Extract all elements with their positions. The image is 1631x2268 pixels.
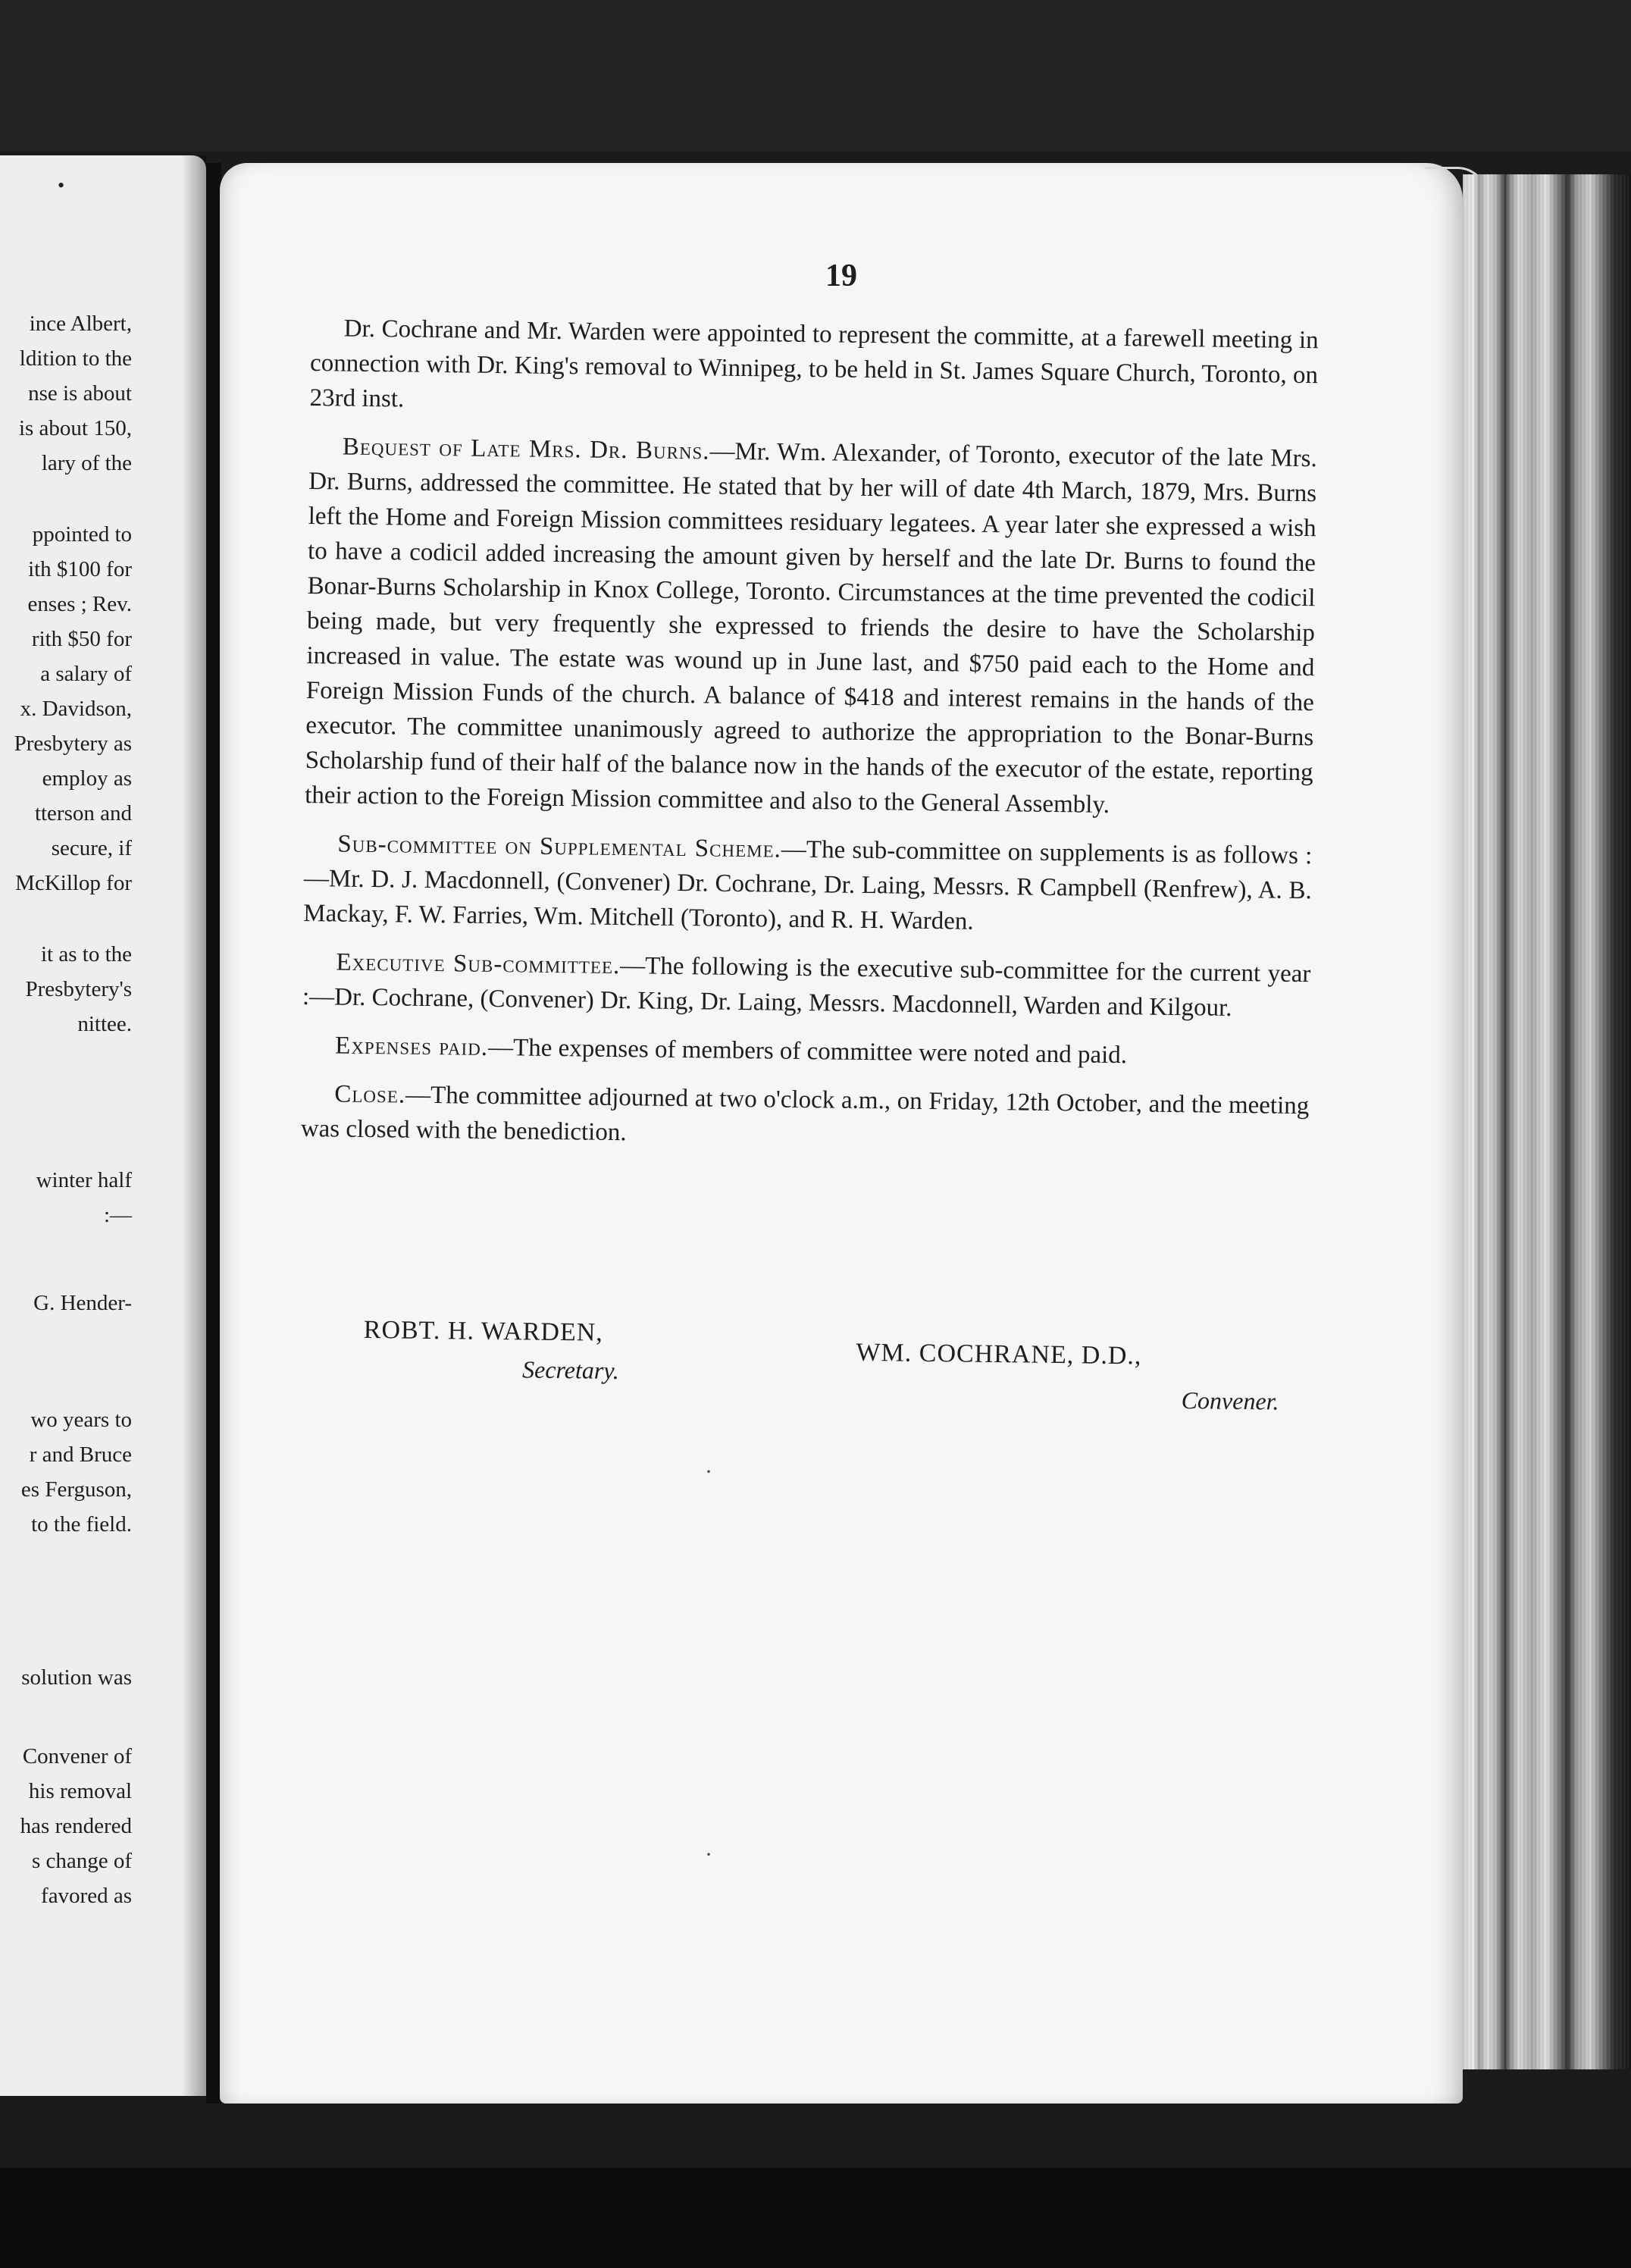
left-page-line: r and Bruce: [29, 1443, 132, 1467]
paragraph-heading: Bequest of Late Mrs. Dr. Burns.: [342, 433, 710, 465]
paragraph-farewell-meeting: [309, 311, 1319, 428]
left-page-line: ince Albert,: [29, 312, 132, 336]
left-page-line: it as to the: [40, 942, 132, 966]
left-page-line: his removal: [28, 1779, 132, 1803]
left-page-line: favored as: [41, 1884, 132, 1908]
ink-speck: ·: [705, 1842, 712, 1867]
left-page-line: x. Davidson,: [20, 697, 132, 721]
left-page-line: McKillop for: [15, 871, 132, 895]
left-page-line: rith $50 for: [31, 627, 132, 651]
left-page-line: is about 150,: [18, 416, 132, 440]
left-page-line: Presbytery as: [14, 731, 132, 756]
left-page-line: lary of the: [41, 451, 132, 475]
paragraph-supplemental-scheme: [303, 826, 1313, 943]
paragraph-body: —The expenses of members of committee were noted and paid.: [487, 1033, 1128, 1070]
left-page-line: :—: [103, 1203, 132, 1227]
left-page-line: ldition to the: [19, 346, 132, 371]
left-page-line: Presbytery's: [25, 977, 132, 1001]
paragraph-bequest: [305, 429, 1317, 825]
left-facing-page: [0, 155, 206, 2096]
paragraph-close: [301, 1076, 1310, 1158]
book-spine: [206, 163, 221, 2104]
left-page-line: ith $100 for: [28, 557, 132, 581]
left-page-line: solution was: [21, 1665, 132, 1690]
paragraph-body: —The sub-committee on supplements is as follows :—Mr. D. J. Macdonnell, (Convener) Dr. Cochrane, Dr. Laing, Messrs. R Campbell (Renfrew), A. B. Mackay, F. W. Farries, Wm. Mitchell (Toronto), and R. H. Warden.: [303, 835, 1313, 935]
left-page-line: winter half: [36, 1168, 132, 1192]
page-stack-texture: [1463, 174, 1631, 2069]
left-page-line: to the field.: [31, 1512, 132, 1537]
paragraph-heading: Close.: [334, 1080, 406, 1109]
paragraph-body: —The following is the executive sub-committee for the current year :—Dr. Cochrane, (Convener) Dr. King, Dr. Laing, Messrs. Macdonnell, Warden and Kilgour.: [302, 952, 1311, 1022]
secretary-title: Secretary.: [521, 1355, 620, 1384]
left-page-line: s change of: [31, 1849, 132, 1873]
ink-speck: ·: [705, 1459, 712, 1484]
paragraph-body: Dr. Cochrane and Mr. Warden were appointed to represent the committe, at a farewell meeting in connection with Dr. King's removal to Winnipeg, to be held in St. James Square Church, Toronto, on 23rd inst.: [309, 315, 1319, 413]
left-page-line: has rendered: [20, 1814, 132, 1838]
paragraph-body: —The committee adjourned at two o'clock a.m., on Friday, 12th October, and the meeting was closed with the benediction.: [300, 1081, 1310, 1147]
paragraph-heading: Sub-committee on Supplemental Scheme.: [337, 830, 782, 863]
paragraph-heading: Expenses paid.: [334, 1032, 489, 1061]
paragraph-heading: Executive Sub-committee.: [336, 948, 621, 980]
left-page-line: tterson and: [34, 801, 132, 825]
left-page-line: employ as: [42, 766, 132, 791]
left-page-line: es Ferguson,: [20, 1477, 132, 1502]
signature-block: [309, 1315, 1326, 1433]
scan-background-top: [0, 0, 1631, 152]
left-page-line: a salary of: [40, 662, 132, 686]
paragraph-expenses-paid: [302, 1028, 1310, 1075]
secretary-name: ROBT. H. WARDEN,: [363, 1315, 604, 1347]
bullet-mark: •: [58, 174, 65, 196]
left-page-line: nse is about: [28, 381, 132, 406]
left-page-line: secure, if: [51, 836, 132, 860]
page-body: [300, 311, 1319, 1172]
left-page-line: nittee.: [77, 1012, 132, 1036]
left-page-line: Convener of: [22, 1744, 132, 1768]
page-number: 19: [825, 258, 857, 293]
left-page-line: G. Hender-: [33, 1291, 132, 1315]
paragraph-executive-sub-committee: [302, 944, 1311, 1026]
left-page-gutter-shadow: [182, 155, 206, 2096]
left-page-line: wo years to: [30, 1408, 132, 1432]
left-page-line: enses ; Rev.: [27, 592, 132, 616]
convener-name: WM. COCHRANE, D.D.,: [856, 1338, 1142, 1371]
left-page-line: ppointed to: [32, 522, 132, 547]
convener-title: Convener.: [1181, 1386, 1279, 1415]
paragraph-body: —Mr. Wm. Alexander, of Toronto, executor of the late Mrs. Dr. Burns, addressed the committee. He stated that by her will of date 4th March, 1879, Mrs. Burns left the Home and Foreign Mission committees residuary legatees. A year later she expressed a wish to have a codicil added increasing the amount given by herself and the late Dr. Burns to found the Bonar-Burns Scholarship in Knox College, Toronto. Circumstances at the time prevented the codicil being made, but very frequently she expressed to friends the desire to have the Scholarship increased in value. The estate was wound up in June last, and $750 paid each to the Home and Foreign Mission Funds of the church. A balance of $418 and interest remains in the hands of the executor. The committee unanimously agreed to authorize the appropriation to the Bonar-Burns Scholarship fund of their half of the balance now in the hands of the executor of the estate, reporting their action to the Foreign Mission committee and also to the General Assembly.: [304, 437, 1317, 819]
main-page: [220, 163, 1463, 2104]
scan-background-bottom: [0, 2168, 1631, 2268]
